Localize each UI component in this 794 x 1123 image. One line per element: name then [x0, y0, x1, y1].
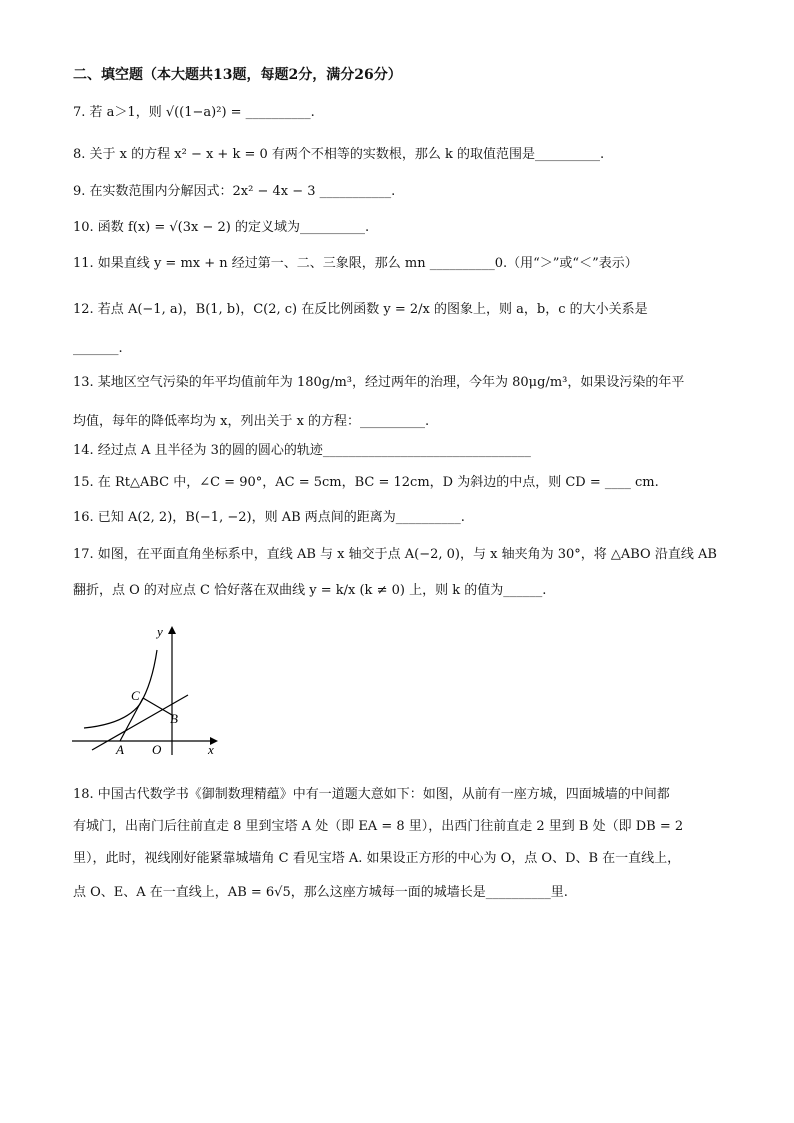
question-15: 15. 在 Rt△ABC 中，∠C = 90°，AC = 5cm，BC = 12cm，D 为斜边的中点，则 CD = ____ cm.	[73, 475, 659, 490]
question-18-line1: 18. 中国古代数学书《御制数理精蕴》中有一道题大意如下：如图，从前有一座方城，四面城墙的中间都	[73, 787, 670, 802]
figure-17-graph	[70, 620, 230, 760]
question-11: 11. 如果直线 y = mx + n 经过第一、二、三象限，那么 mn __________0.（用“＞”或“＜”表示）	[73, 256, 638, 271]
question-7: 7. 若 a＞1，则 √((1−a)²) = __________.	[73, 105, 315, 120]
question-12-line2: _______.	[73, 341, 123, 356]
question-9: 9. 在实数范围内分解因式：2x² − 4x − 3 ___________.	[73, 184, 396, 199]
question-16: 16. 已知 A(2, 2)，B(−1, −2)，则 AB 两点间的距离为__________.	[73, 510, 465, 525]
label-A: A	[116, 742, 124, 757]
question-13-line2: 均值，每年的降低率均为 x，列出关于 x 的方程：__________.	[73, 414, 430, 429]
question-10: 10. 函数 f(x) = √(3x − 2) 的定义域为__________.	[73, 220, 370, 235]
question-8: 8. 关于 x 的方程 x² − x + k = 0 有两个不相等的实数根，那么 k 的取值范围是__________.	[73, 147, 605, 162]
hyperbola-curve	[84, 650, 157, 728]
label-B: B	[170, 711, 178, 726]
label-O: O	[152, 742, 162, 757]
question-17-line1: 17. 如图，在平面直角坐标系中，直线 AB 与 x 轴交于点 A(−2, 0)，与 x 轴夹角为 30°，将 △ABO 沿直线 AB	[73, 547, 717, 562]
section-title: 二、填空题（本大题共13题，每题2分，满分26分）	[73, 67, 402, 83]
question-13-line1: 13. 某地区空气污染的年平均值前年为 180g/m³，经过两年的治理，今年为 80μg/m³，如果设污染的年平	[73, 375, 685, 390]
label-y: y	[157, 624, 163, 639]
question-17-line2: 翻折，点 O 的对应点 C 恰好落在双曲线 y = k/x (k ≠ 0) 上，则 k 的值为______.	[73, 583, 547, 598]
question-18-line4: 点 O、E、A 在一直线上，AB = 6√5，那么这座方城每一面的城墙长是__________里.	[73, 885, 568, 900]
y-axis-arrow	[168, 626, 176, 634]
label-x: x	[208, 742, 214, 757]
question-18-line2: 有城门，出南门后往前直走 8 里到宝塔 A 处（即 EA = 8 里），出西门往前直走 2 里到 B 处（即 DB = 2	[73, 819, 684, 834]
question-12-line1: 12. 若点 A(−1, a)，B(1, b)，C(2, c) 在反比例函数 y = 2/x 的图象上，则 a，b，c 的大小关系是	[73, 302, 648, 317]
segment-AC	[120, 698, 143, 741]
label-C: C	[131, 688, 140, 703]
question-14: 14. 经过点 A 且半径为 3的圆的圆心的轨迹________________________________	[73, 443, 531, 458]
question-18-line3: 里），此时，视线刚好能紧靠城墙角 C 看见宝塔 A. 如果设正方形的中心为 O，点 O、D、B 在一直线上，	[73, 851, 681, 866]
